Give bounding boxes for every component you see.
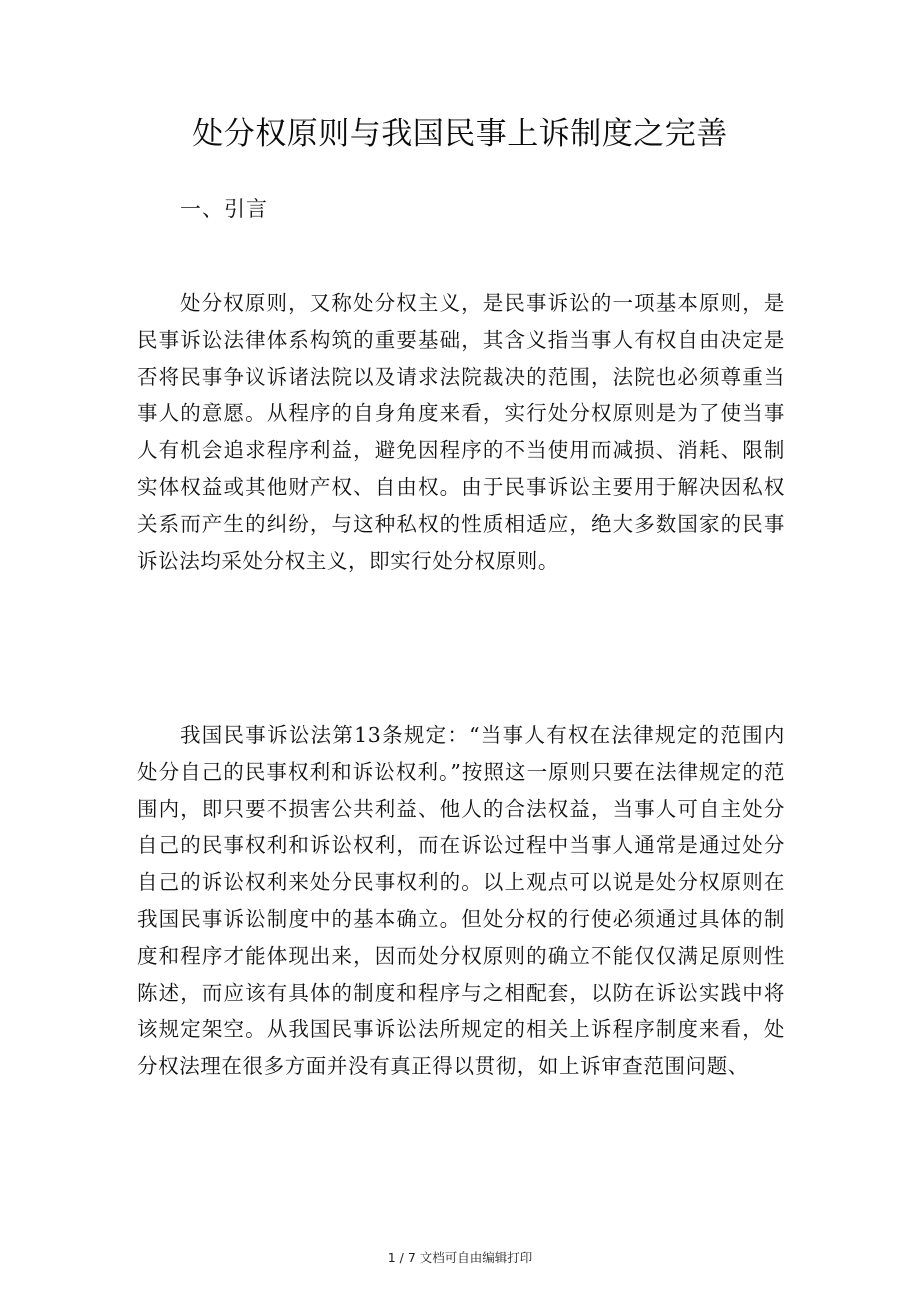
body-paragraph-1: 处分权原则，又称处分权主义，是民事诉讼的一项基本原则，是民事诉讼法律体系构筑的重要基础，其含义指当事人有权自由决定是否将民事争议诉诸法院以及请求法院裁决的范围，法院也必须尊重当事人的意愿。从程序的自身角度来看，实行处分权原则是为了使当事人有机会追求程序利益，避免因程序的不当使用而减损、消耗、限制实体权益或其他财产权、自由权。由于民事诉讼主要用于解决因私权关系而产生的纠纷，与这种私权的性质相适应，绝大多数国家的民事诉讼法均采处分权主义，即实行处分权原则。 <box>137 291 785 573</box>
document-title: 处分权原则与我国民事上诉制度之完善 <box>192 116 728 152</box>
page-footer: 1 / 7 文档可自由编辑打印 <box>387 1250 533 1265</box>
section-heading: 一、引言 <box>180 197 268 221</box>
body-paragraph-2: 我国民事诉讼法第13条规定：“当事人有权在法律规定的范围内处分自己的民事权利和诉讼权利。”按照这一原则只要在法律规定的范围内，即只要不损害公共利益、他人的合法权益，当事人可自主处分自己的民事权利和诉讼权利，而在诉讼过程中当事人通常是通过处分自己的诉讼权利来处分民事权利的。以上观点可以说是处分权原则在我国民事诉讼制度中的基本确立。但处分权的行使必须通过具体的制度和程序才能体现出来，因而处分权原则的确立不能仅仅满足原则性陈述，而应该有具体的制度和程序与之相配套，以防在诉讼实践中将该规定架空。从我国民事诉讼法所规定的相关上诉程序制度来看，处分权法理在很多方面并没有真正得以贯彻，如上诉审查范围问题、 <box>137 723 785 1079</box>
